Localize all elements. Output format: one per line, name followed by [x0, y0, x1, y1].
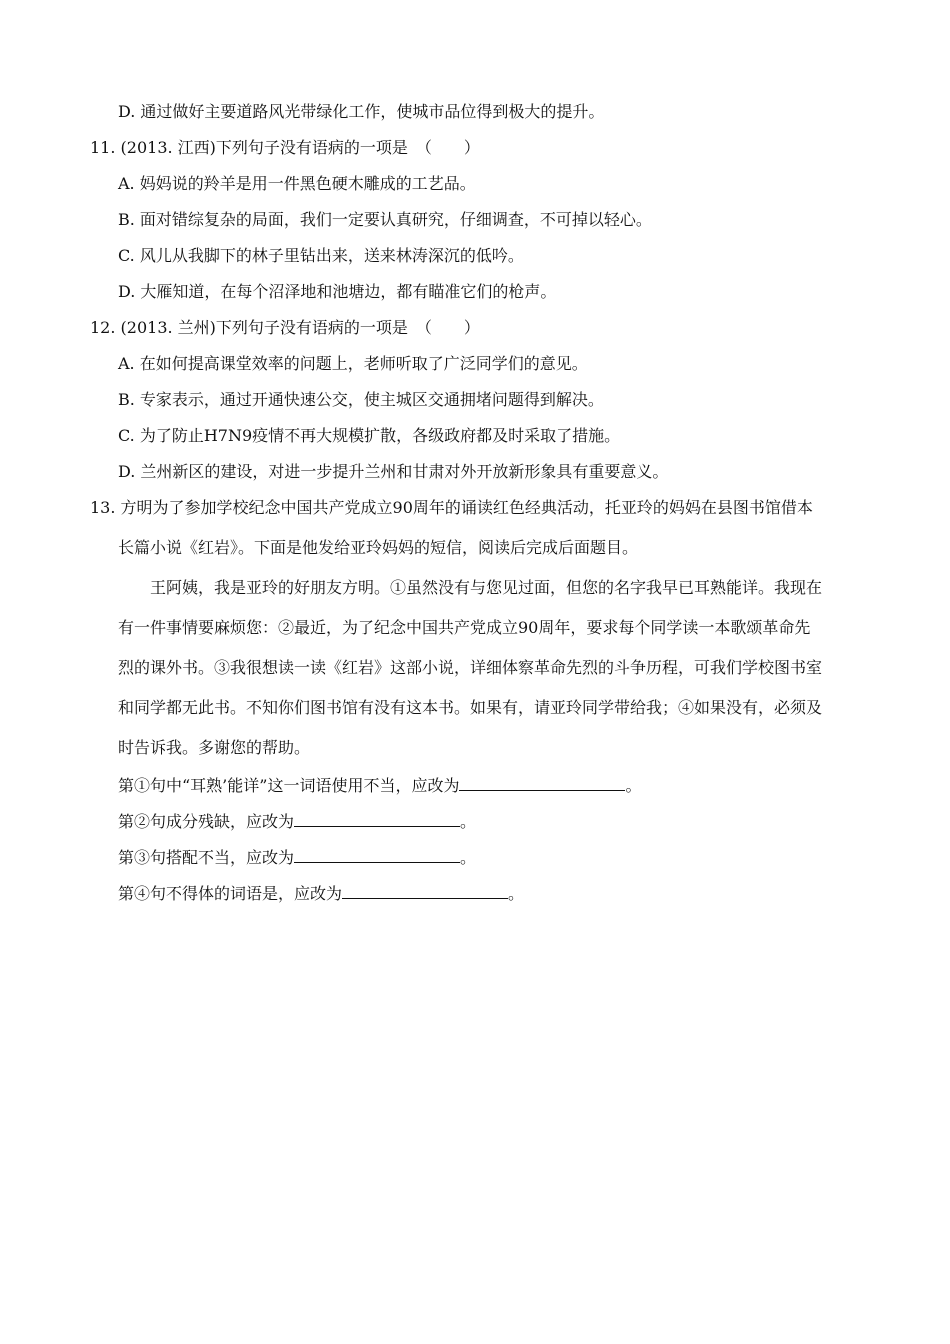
q13-message-line1: 王阿姨，我是亚玲的好朋友方明。①虽然没有与您见过面，但您的名字我早已耳熟能详。我现在 — [150, 578, 823, 597]
q11-stem: 11. (2013. 江西)下列句子没有语病的一项是 （ ） — [90, 138, 480, 157]
subquestion-2-prompt: 第②句成分残缺，应改为 — [118, 812, 295, 831]
answer-blank-2[interactable] — [294, 812, 460, 827]
answer-blank-3[interactable] — [294, 848, 460, 863]
q12-option-a: A. 在如何提高课堂效率的问题上，老师听取了广泛同学们的意见。 — [118, 354, 588, 373]
q13-stem-line1: 13. 方明为了参加学校纪念中国共产党成立90周年的诵读红色经典活动，托亚玲的妈妈在县图书馆借本 — [90, 498, 813, 517]
q13-subquestion-4 — [118, 884, 524, 904]
answer-blank-1[interactable] — [459, 776, 625, 791]
q11-option-d: D. 大雁知道，在每个沼泽地和池塘边，都有瞄准它们的枪声。 — [118, 282, 557, 301]
subquestion-1-prompt: 第①句中“耳熟’能详”这一词语使用不当，应改为 — [118, 776, 460, 795]
q13-message-line2: 有一件事情要麻烦您：②最近，为了纪念中国共产党成立90周年，要求每个同学读一本歌颂革命先 — [118, 618, 811, 637]
q13-subquestion-3 — [118, 848, 476, 868]
end-mark: 。 — [508, 884, 525, 903]
q13-subquestion-1 — [118, 776, 641, 796]
end-mark: 。 — [460, 848, 477, 867]
answer-blank-4[interactable] — [342, 884, 508, 899]
q13-message-line5: 时告诉我。多谢您的帮助。 — [118, 738, 311, 757]
q13-stem-line2: 长篇小说《红岩》。下面是他发给亚玲妈妈的短信，阅读后完成后面题目。 — [118, 538, 639, 557]
q13-message-line3: 烈的课外书。③我很想读一读《红岩》这部小说，详细体察革命先烈的斗争历程，可我们学校图书室 — [118, 658, 823, 677]
end-mark: 。 — [625, 776, 642, 795]
subquestion-3-prompt: 第③句搭配不当，应改为 — [118, 848, 295, 867]
q11-option-a: A. 妈妈说的羚羊是用一件黑色硬木雕成的工艺品。 — [118, 174, 476, 193]
q12-stem: 12. (2013. 兰州)下列句子没有语病的一项是 （ ） — [90, 318, 480, 337]
q12-option-d: D. 兰州新区的建设，对进一步提升兰州和甘肃对外开放新形象具有重要意义。 — [118, 462, 669, 481]
end-mark: 。 — [460, 812, 477, 831]
q12-option-c: C. 为了防止H7N9疫情不再大规模扩散，各级政府都及时采取了措施。 — [118, 426, 621, 445]
q13-message-line4: 和同学都无此书。不知你们图书馆有没有这本书。如果有，请亚玲同学带给我；④如果没有，必须及 — [118, 698, 823, 717]
q12-option-b: B. 专家表示，通过开通快速公交，使主城区交通拥堵问题得到解决。 — [118, 390, 604, 409]
q11-option-c: C. 风儿从我脚下的林子里钻出来，送来林涛深沉的低吟。 — [118, 246, 524, 265]
q10-option-d: D. 通过做好主要道路风光带绿化工作，使城市品位得到极大的提升。 — [118, 102, 605, 121]
q13-subquestion-2 — [118, 812, 476, 832]
subquestion-4-prompt: 第④句不得体的词语是，应改为 — [118, 884, 343, 903]
q11-option-b: B. 面对错综复杂的局面，我们一定要认真研究，仔细调查，不可掉以轻心。 — [118, 210, 652, 229]
